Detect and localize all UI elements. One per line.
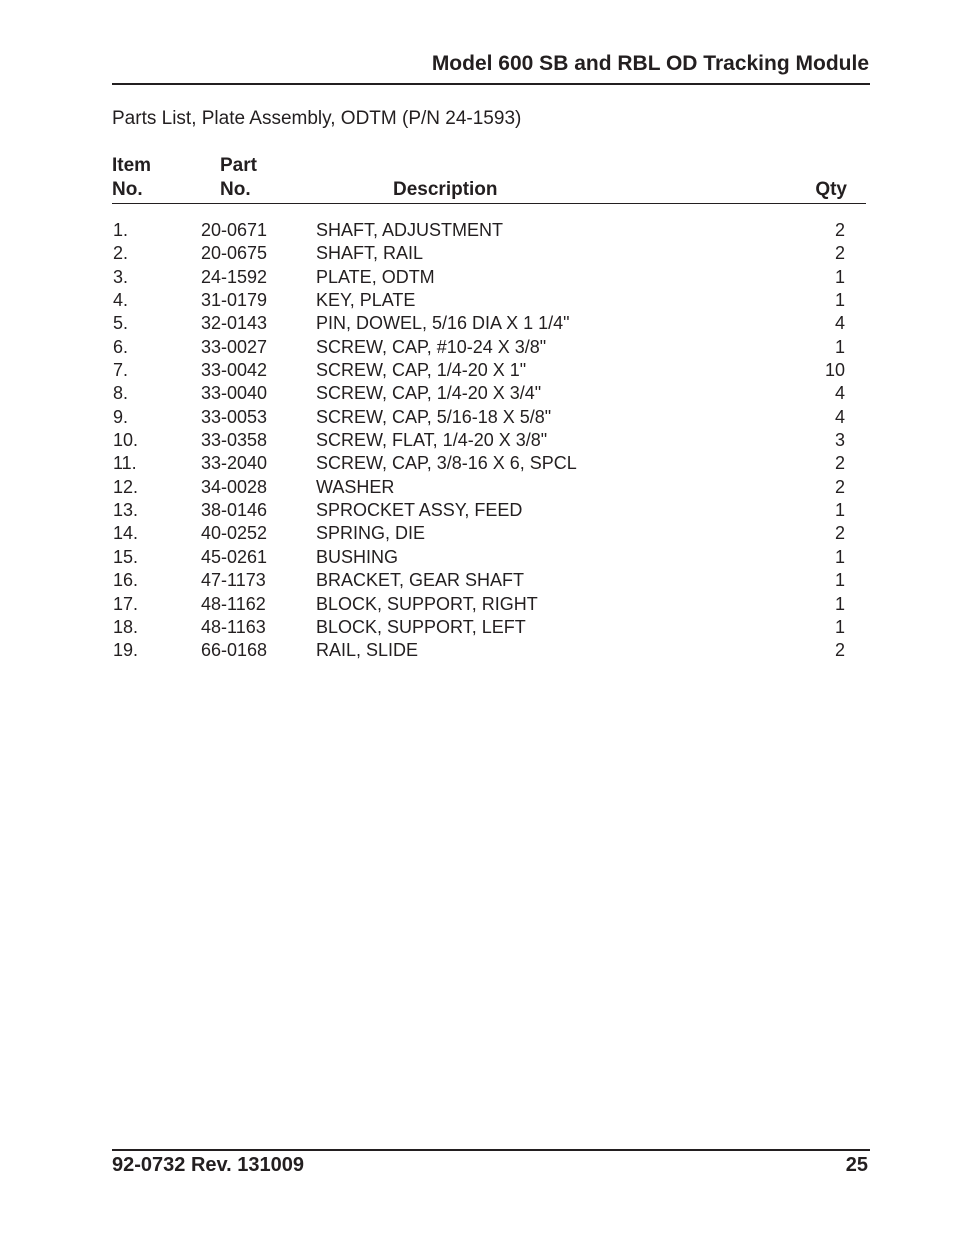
part-description: BLOCK, SUPPORT, LEFT: [316, 616, 526, 637]
column-header-part-line1: Part: [220, 155, 257, 176]
column-header-description: Description: [393, 179, 498, 200]
item-number: 15.: [113, 546, 139, 567]
part-number: 33-0053: [201, 406, 268, 427]
table-row: [0, 382, 954, 405]
table-row: [0, 593, 954, 616]
item-number: 17.: [113, 593, 139, 614]
item-number: 2.: [113, 243, 129, 264]
part-description: BRACKET, GEAR SHAFT: [316, 570, 525, 591]
page-header-title: Model 600 SB and RBL OD Tracking Module: [431, 52, 869, 75]
part-number: 20-0675: [201, 243, 268, 264]
part-description: SCREW, CAP, 5/16-18 X 5/8": [316, 406, 552, 427]
table-row: [0, 476, 954, 499]
part-description: SCREW, CAP, #10-24 X 3/8": [316, 336, 547, 357]
quantity: 10: [824, 360, 845, 381]
part-number: 40-0252: [201, 523, 268, 544]
quantity: 2: [834, 220, 845, 240]
quantity: 2: [834, 640, 845, 661]
table-row: [0, 452, 954, 475]
item-number: 10.: [113, 430, 139, 451]
part-number: 66-0168: [201, 640, 268, 661]
footer-page-number: 25: [845, 1154, 868, 1176]
part-number: 33-0358: [201, 430, 268, 451]
item-number: 3.: [113, 266, 129, 287]
item-number: 18.: [113, 616, 139, 637]
part-description: SCREW, CAP, 1/4-20 X 3/4": [316, 383, 542, 404]
table-row: [0, 289, 954, 312]
item-number: 9.: [113, 406, 129, 427]
part-number: 33-0042: [201, 360, 268, 381]
header-divider: [112, 83, 870, 85]
part-number: 33-0027: [201, 336, 268, 357]
quantity: 2: [834, 453, 845, 474]
table-row: [0, 522, 954, 545]
table-row: [0, 616, 954, 639]
item-number: 12.: [113, 476, 139, 497]
item-number: 8.: [113, 383, 129, 404]
quantity: 1: [834, 570, 845, 591]
part-number: 45-0261: [201, 546, 268, 567]
table-row: [0, 499, 954, 522]
quantity: 1: [834, 266, 845, 287]
part-description: WASHER: [316, 476, 395, 497]
parts-list-title: Parts List, Plate Assembly, ODTM (P/N 24-1593): [112, 108, 522, 129]
table-header-divider: [112, 203, 866, 204]
part-number: 33-2040: [201, 453, 268, 474]
item-number: 4.: [113, 290, 129, 311]
quantity: 1: [834, 616, 845, 637]
part-number: 33-0040: [201, 383, 268, 404]
table-row: [0, 219, 954, 242]
column-header-item-line1: Item: [112, 155, 152, 176]
quantity: 3: [834, 430, 845, 451]
quantity: 2: [834, 523, 845, 544]
part-number: 20-0671: [201, 220, 268, 240]
table-row: [0, 546, 954, 569]
item-number: 7.: [113, 360, 129, 381]
column-header-part-line2: No.: [220, 179, 251, 200]
part-description: KEY, PLATE: [316, 290, 416, 311]
quantity: 1: [834, 593, 845, 614]
item-number: 16.: [113, 570, 139, 591]
item-number: 11.: [113, 453, 137, 474]
item-number: 5.: [113, 313, 129, 334]
part-description: SCREW, FLAT, 1/4-20 X 3/8": [316, 430, 548, 451]
part-description: PLATE, ODTM: [316, 266, 435, 287]
part-description: SCREW, CAP, 1/4-20 X 1": [316, 360, 527, 381]
part-description: SCREW, CAP, 3/8-16 X 6, SPCL: [316, 453, 577, 474]
table-row: [0, 266, 954, 289]
part-number: 31-0179: [201, 290, 268, 311]
part-description: RAIL, SLIDE: [316, 640, 419, 661]
part-number: 47-1173: [201, 570, 266, 591]
quantity: 1: [834, 336, 845, 357]
item-number: 19.: [113, 640, 139, 661]
table-row: [0, 429, 954, 452]
parts-table: [0, 219, 954, 663]
column-header-item-line2: No.: [112, 179, 143, 200]
part-description: SHAFT, RAIL: [316, 243, 424, 264]
part-number: 32-0143: [201, 313, 268, 334]
quantity: 1: [834, 290, 845, 311]
quantity: 4: [834, 313, 845, 334]
table-row: [0, 242, 954, 265]
quantity: 2: [834, 476, 845, 497]
quantity: 4: [834, 383, 845, 404]
table-row: [0, 406, 954, 429]
item-number: 1.: [113, 220, 129, 240]
footer-doc-revision: 92-0732 Rev. 131009: [112, 1154, 305, 1176]
part-number: 38-0146: [201, 500, 268, 521]
table-row: [0, 312, 954, 335]
part-description: BUSHING: [316, 546, 399, 567]
table-row: [0, 569, 954, 592]
part-number: 48-1162: [201, 593, 266, 614]
item-number: 6.: [113, 336, 129, 357]
footer-divider: [112, 1149, 870, 1151]
item-number: 14.: [113, 523, 139, 544]
quantity: 1: [834, 546, 845, 567]
quantity: 1: [834, 500, 845, 521]
column-header-part-no: [220, 154, 257, 202]
part-number: 34-0028: [201, 476, 268, 497]
item-number: 13.: [113, 500, 139, 521]
table-row: [0, 359, 954, 382]
quantity: 4: [834, 406, 845, 427]
part-description: BLOCK, SUPPORT, RIGHT: [316, 593, 538, 614]
table-row: [0, 639, 954, 662]
part-description: SHAFT, ADJUSTMENT: [316, 220, 504, 240]
table-row: [0, 336, 954, 359]
part-description: SPRING, DIE: [316, 523, 426, 544]
column-header-item-no: [112, 154, 151, 202]
column-header-qty: Qty: [815, 179, 847, 200]
part-description: SPROCKET ASSY, FEED: [316, 500, 523, 521]
part-description: PIN, DOWEL, 5/16 DIA X 1 1/4": [316, 313, 570, 334]
part-number: 24-1592: [201, 266, 268, 287]
quantity: 2: [834, 243, 845, 264]
part-number: 48-1163: [201, 616, 266, 637]
